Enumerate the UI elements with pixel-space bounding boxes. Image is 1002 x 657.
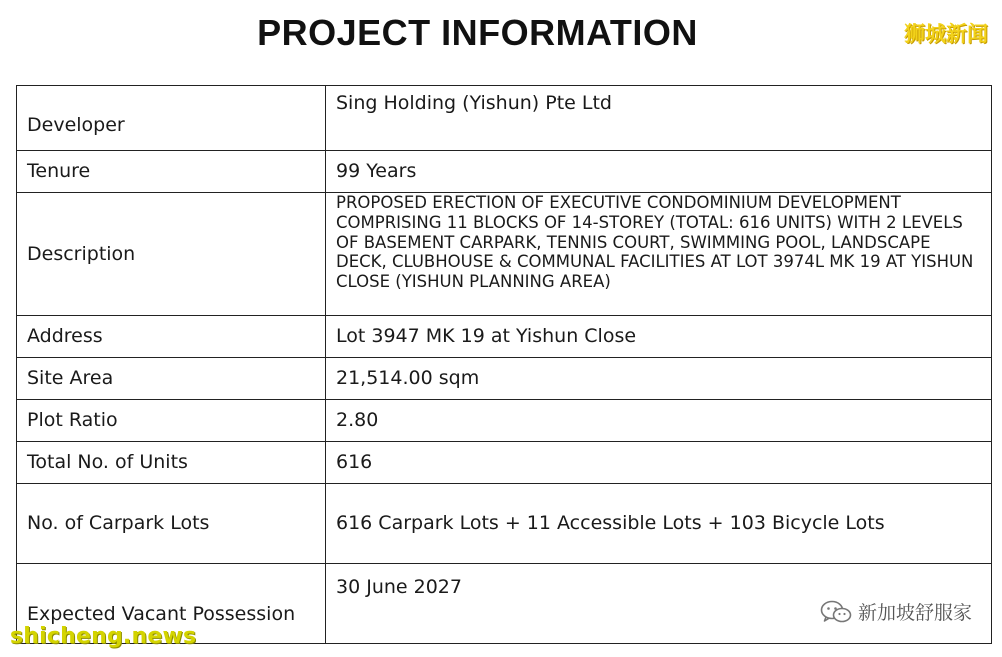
- row-label: Address: [17, 316, 326, 358]
- row-label: Plot Ratio: [17, 400, 326, 442]
- watermark-bottom-left: shicheng.news: [10, 624, 197, 649]
- table-row-developer: [17, 86, 992, 151]
- watermark-bottom-right: [820, 598, 972, 625]
- watermark-bottom-right-text: 新加坡舒服家: [857, 602, 972, 624]
- row-value: Sing Holding (Yishun) Pte Ltd: [326, 86, 992, 151]
- table-row-plot-ratio: [17, 400, 992, 442]
- row-label: Tenure: [17, 151, 326, 193]
- row-value: 21,514.00 sqm: [326, 358, 992, 400]
- table-row-site-area: [17, 358, 992, 400]
- row-value: Lot 3947 MK 19 at Yishun Close: [326, 316, 992, 358]
- row-value: PROPOSED ERECTION OF EXECUTIVE CONDOMINIUM DEVELOPMENT COMPRISING 11 BLOCKS OF 14-STOREY (TOTAL: 616 UNITS) WITH 2 LEVELS OF BASEMENT CARPARK, TENNIS COURT, SWIMMING POOL, LANDSCAPE DECK, CLUBHOUSE & COMMUNAL FACILITIES AT LOT 3974L MK 19 AT YISHUN CLOSE (YISHUN PLANNING AREA): [326, 193, 992, 316]
- table-row-description: [17, 193, 992, 316]
- row-value: 99 Years: [326, 151, 992, 193]
- wechat-icon: [820, 599, 852, 625]
- table-row-address: [17, 316, 992, 358]
- row-label: Site Area: [17, 358, 326, 400]
- row-value: 2.80: [326, 400, 992, 442]
- row-label: Total No. of Units: [17, 442, 326, 484]
- row-label: Expected Vacant Possession: [17, 564, 326, 644]
- table-row-total-units: [17, 442, 992, 484]
- row-value: 30 June 2027: [326, 564, 992, 644]
- watermark-top-right: 狮城新闻: [904, 22, 988, 46]
- project-info-table: [16, 85, 992, 644]
- row-label: Description: [17, 193, 326, 316]
- row-label: Developer: [17, 86, 326, 151]
- table-row-carpark-lots: [17, 484, 992, 564]
- row-value: 616 Carpark Lots + 11 Accessible Lots + 103 Bicycle Lots: [326, 484, 992, 564]
- row-value: 616: [326, 442, 992, 484]
- row-label: No. of Carpark Lots: [17, 484, 326, 564]
- table-row-tenure: [17, 151, 992, 193]
- page-title: PROJECT INFORMATION: [257, 12, 698, 53]
